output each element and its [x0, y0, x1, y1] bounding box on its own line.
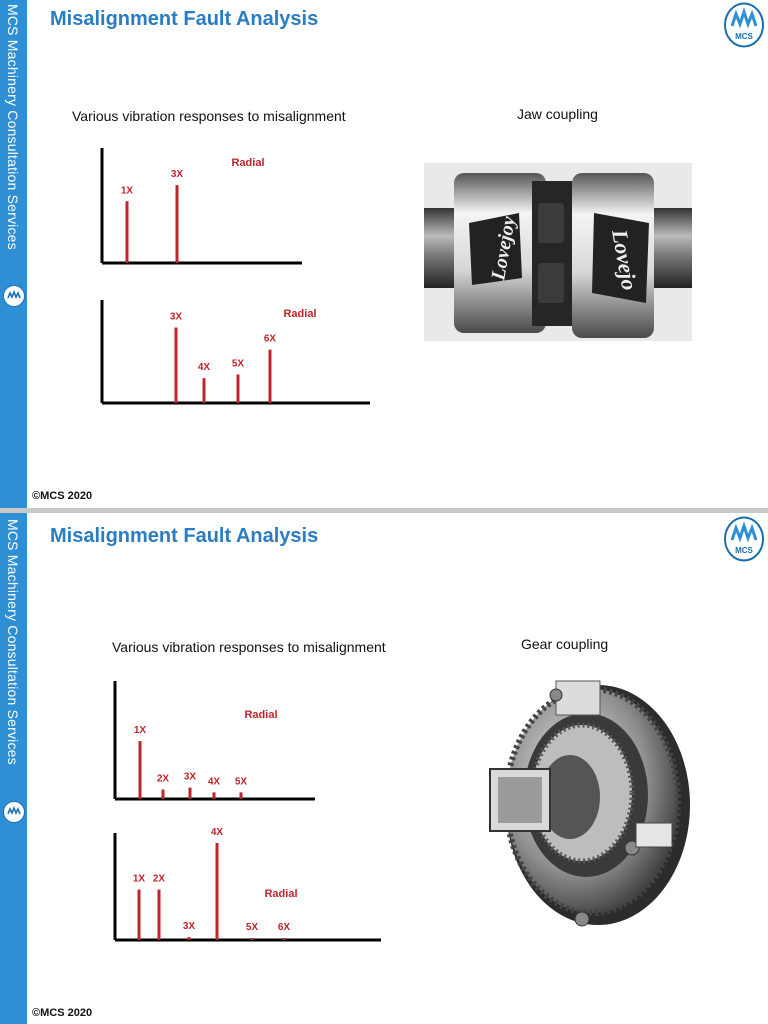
page-title: Misalignment Fault Analysis: [50, 525, 319, 547]
coupling-label: Jaw coupling: [517, 106, 598, 122]
bar-label-4x: 4X: [197, 362, 211, 374]
bar-label-6x: 6X: [263, 333, 277, 345]
direction-label: Radial: [283, 308, 317, 320]
bar-label-5x: 5X: [245, 922, 259, 934]
footer-copyright: ©MCS 2020: [32, 490, 93, 502]
mcs-logo-icon: [724, 2, 764, 48]
direction-label: Radial: [244, 709, 278, 721]
spectrum-chart-4: [105, 818, 390, 943]
bar-label-1x: 1X: [133, 725, 147, 737]
sidebar-text: MCS Machinery Consultation Services: [5, 519, 21, 765]
bar-label-4x: 4X: [207, 776, 221, 788]
slide-2: [0, 513, 768, 1024]
chart-heading: Various vibration responses to misalignment: [112, 639, 386, 655]
lovejoy-text-left: Lovejoy: [487, 214, 521, 282]
jaw-coupling-photo: [424, 163, 692, 341]
bar-label-3x: 3X: [170, 169, 184, 181]
bar-label-6x: 6X: [277, 922, 291, 934]
spectrum-chart-2: [90, 290, 380, 410]
chart-heading: Various vibration responses to misalignment: [72, 108, 346, 124]
bar-label-1x: 1X: [120, 185, 134, 197]
slide-1: [0, 0, 768, 508]
bar-label-5x: 5X: [234, 776, 248, 788]
page-title: Misalignment Fault Analysis: [50, 8, 319, 30]
sidebar: [0, 0, 27, 508]
footer-copyright: ©MCS 2020: [32, 1007, 93, 1019]
spectrum-chart-3: [105, 678, 330, 803]
coupling-label: Gear coupling: [521, 636, 609, 652]
gear-coupling-photo: [486, 673, 692, 935]
sidebar-logo-icon: [3, 801, 25, 823]
mcs-logo-text: MCS: [735, 546, 753, 555]
direction-label: Radial: [231, 157, 265, 169]
sidebar-logo-icon: [3, 285, 25, 307]
bar-label-1x: 1X: [132, 873, 146, 885]
bar-label-3x: 3X: [182, 921, 196, 933]
bar-label-3x: 3X: [169, 311, 183, 323]
bar-label-3x: 3X: [183, 771, 197, 783]
bar-label-5x: 5X: [231, 358, 245, 370]
bar-label-2x: 2X: [152, 873, 166, 885]
bar-label-2x: 2X: [156, 773, 170, 785]
mcs-logo-icon: [724, 516, 764, 562]
bar-label-4x: 4X: [210, 827, 224, 838]
sidebar-text: MCS Machinery Consultation Services: [5, 4, 21, 250]
spectrum-chart-1: [90, 140, 320, 270]
mcs-logo-text: MCS: [735, 32, 753, 41]
direction-label: Radial: [264, 888, 298, 900]
sidebar: [0, 513, 27, 1024]
lovejoy-text-right: Lovejo: [607, 227, 643, 293]
